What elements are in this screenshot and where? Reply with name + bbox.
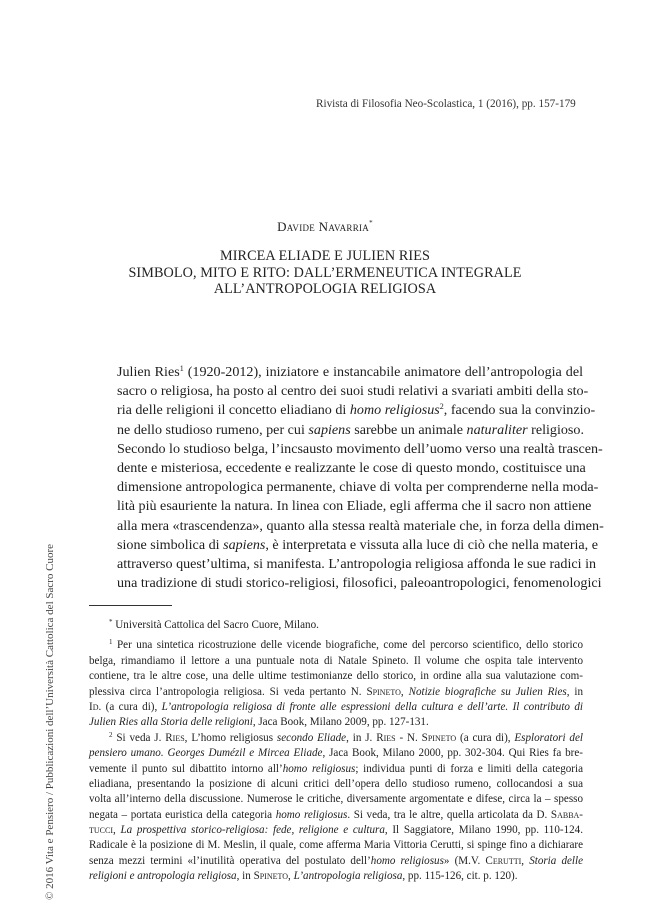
footnote-mark: 2 <box>109 730 113 739</box>
author-smallcaps: tucci <box>89 824 113 837</box>
italic-term: sapiens <box>308 421 351 438</box>
footnote-mark: 1 <box>109 638 113 647</box>
text: religioso. <box>527 421 584 438</box>
text: , in J. <box>346 731 377 744</box>
body-line: attraverso quest’ultima, si manifesta. L’antropologia religiosa affonda le sue radici in <box>117 555 597 572</box>
copyright-sidebar: © 2016 Vita e Pensiero / Pubblicazioni dell’Università Cattolica del Sacro Cuore <box>44 543 56 900</box>
text: , <box>521 854 530 867</box>
body-line: lità più esauriente la natura. In linea con Eliade, egli afferma che il sacro non attiene <box>117 498 592 515</box>
italic-title: La prospettiva storico-religiosa: fede, religione e cultura <box>120 824 385 837</box>
text: . Si veda, tra le altre, quella articolata da D. <box>347 808 551 821</box>
footnote-2-line: volta all’interno della discussione. Numerose le critiche, diversamente argomentate e difese, circa la – spesso <box>89 793 583 806</box>
footnote-2-line <box>89 869 583 884</box>
text: ria delle religioni il concetto eliadiano di <box>117 402 350 419</box>
footnote-1-line: belga, rimandiamo il lettore a una puntuale nota di Natale Spineto. Il volume che ospita tale intervento <box>89 654 583 667</box>
footnote-2-line: eliadiana, presentando la posizione di alcuni critici dell’opera dello studioso rumeno, collocandosi a sua <box>89 777 583 790</box>
text: negata – portata euristica della categoria <box>89 808 276 821</box>
italic-term: naturaliter <box>466 421 528 438</box>
italic-title: pensiero umano. Georges Dumézil e Mircea Eliade <box>89 747 323 760</box>
text: , facendo sua la convinzio- <box>443 402 596 419</box>
text: , Il Saggiatore, Milano 1990, pp. 110-124. <box>384 824 583 837</box>
text: , <box>288 870 294 883</box>
footnote-1-line <box>89 715 583 730</box>
italic-title: Notizie biografiche su Julien Ries <box>408 685 567 698</box>
footnote-1-line <box>89 685 583 700</box>
body-line: alla mera «trascendenza», quanto alla stessa realtà materiale che, in forza della dimen- <box>117 517 604 534</box>
text: (a cura di), <box>456 731 515 744</box>
author-text: Davide Navarria <box>277 219 370 234</box>
italic-term: homo religiosus <box>275 808 348 821</box>
footnote-separator <box>89 605 172 606</box>
body-line: dimensione antropologica permanente, chiave di volta per comprenderne nella moda- <box>117 479 599 496</box>
footnotes <box>89 618 583 885</box>
text: , è interpretata e vissuta alla luce di ciò che nella materia, e <box>265 536 598 553</box>
footnote-2-line <box>89 854 583 869</box>
title-line: MIRCEA ELIADE E JULIEN RIES <box>220 248 430 264</box>
italic-term: homo religiosus <box>282 762 356 775</box>
author-smallcaps: Sabba- <box>550 808 583 821</box>
running-head: Rivista di Filosofia Neo-Scolastica, 1 (2016), pp. 157-179 <box>316 98 576 110</box>
text: Per una sintetica ricostruzione delle vicende biografiche, come del percorso scientifico, dello storico <box>117 639 583 652</box>
text: , <box>113 824 121 837</box>
body-line: una tradizione di studi storico-religiosi, filosofici, paleoantropologici, fenomenologici <box>117 575 602 592</box>
body-line: sacro o religiosa, ha posto al centro dei suoi studi relativi a svariati ambiti della sto- <box>117 383 589 400</box>
text: , <box>400 685 409 698</box>
body-line <box>117 401 596 420</box>
text: Si veda J. <box>116 731 166 744</box>
italic-term: homo religiosus <box>349 402 440 419</box>
text: plessiva circa l’antropologia religiosa. Si veda pertanto N. <box>89 685 367 698</box>
footnote-2-line: Radicale è la posizione di M. Meslin, il quale, come afferma Maria Vittoria Cerutti, si spinge fino a dichiarare <box>89 839 583 852</box>
author-smallcaps: Ries <box>376 731 396 744</box>
author-name <box>0 219 650 235</box>
italic-title: L’antropologia religiosa di fronte alle espressioni della cultura e dell’arte. Il contributo di <box>161 700 583 713</box>
text: L’homo religiosus <box>191 731 274 744</box>
body-line: dente e misteriosa, eccedente e realizzante le cose di questo mondo, costituisce una <box>117 459 586 476</box>
italic-title: Julien Ries alla Storia delle religioni <box>89 716 253 729</box>
footnote-2-line <box>89 762 583 777</box>
text: , <box>184 731 192 744</box>
text: , in <box>236 870 254 883</box>
text: Julien Ries <box>117 364 180 380</box>
body-paragraph <box>117 363 604 593</box>
italic-title: Esploratori del <box>514 731 583 744</box>
italic-title: secondo Eliade <box>273 731 347 744</box>
text: . (a cura di), <box>98 700 162 713</box>
body-line <box>117 421 583 440</box>
footnote-2-line <box>89 731 583 746</box>
text: senza mezzi termini «l’inutilità operativa del postulato dell’ <box>89 854 371 867</box>
text: , in <box>566 685 583 698</box>
author-smallcaps: Ries <box>165 731 185 744</box>
author-smallcaps: Spineto <box>253 870 289 883</box>
author-smallcaps: Spineto <box>366 685 401 698</box>
author-footnote-mark: * <box>369 219 373 227</box>
text: ; individua punti di forza e limiti della categoria <box>355 762 583 775</box>
footnote-2-line <box>89 823 583 838</box>
text: vemente il punto sul dibattito intorno all’ <box>89 762 283 775</box>
text: » (M.V. <box>443 854 486 867</box>
footnote-1-line <box>89 638 583 653</box>
footnote-1-line <box>89 700 583 715</box>
italic-title: religioni e antropologia religiosa <box>89 870 237 883</box>
text: Università Cattolica del Sacro Cuore, Milano. <box>115 619 319 631</box>
italic-title: L’antropologia religiosa <box>293 870 403 883</box>
body-line <box>117 363 583 382</box>
footnote-ref-1[interactable]: 1 <box>179 364 184 373</box>
title-line: ALL’ANTROPOLOGIA RELIGIOSA <box>213 281 437 297</box>
footnote-ref-2[interactable]: 2 <box>439 402 444 412</box>
footnote-2-line <box>89 746 583 761</box>
body-line <box>117 536 598 555</box>
text: , pp. 115-126, cit. p. 120). <box>402 870 518 883</box>
footnote-affiliation <box>89 618 583 633</box>
body-line: Secondo lo studioso belga, l’incsausto movimento dell’uomo verso una realtà trascen- <box>117 440 603 457</box>
article-title <box>0 248 650 298</box>
text: , Jaca Book, Milano 2000, pp. 302-304. Qui Ries fa bre- <box>322 747 583 760</box>
author-smallcaps: Id <box>89 700 99 713</box>
text: , Jaca Book, Milano 2009, pp. 127-131. <box>252 716 429 729</box>
author-smallcaps: Spineto <box>421 731 457 744</box>
italic-title: Storia delle <box>529 854 584 867</box>
italic-term: homo religiosus <box>370 854 444 867</box>
title-line: SIMBOLO, MITO E RITO: DALL’ERMENEUTICA INTEGRALE <box>128 264 522 281</box>
author-smallcaps: Cerutti <box>485 854 522 867</box>
text: sione simbolica di <box>117 536 224 553</box>
footnote-2-line <box>89 808 583 823</box>
footnote-1-line: contiene, tra le altre cose, una delle ultime testimonianze dello storico, in ordine alla sua valutazione com- <box>89 670 583 683</box>
text: ne dello studioso rumeno, per cui <box>117 421 309 438</box>
text: (1920-2012), iniziatore e instancabile animatore dell’antropologia del <box>183 364 583 380</box>
text: sarebbe un animale <box>350 421 467 438</box>
italic-term: sapiens <box>223 536 266 553</box>
text: - N. <box>395 731 422 744</box>
footnote-mark: * <box>109 618 113 626</box>
